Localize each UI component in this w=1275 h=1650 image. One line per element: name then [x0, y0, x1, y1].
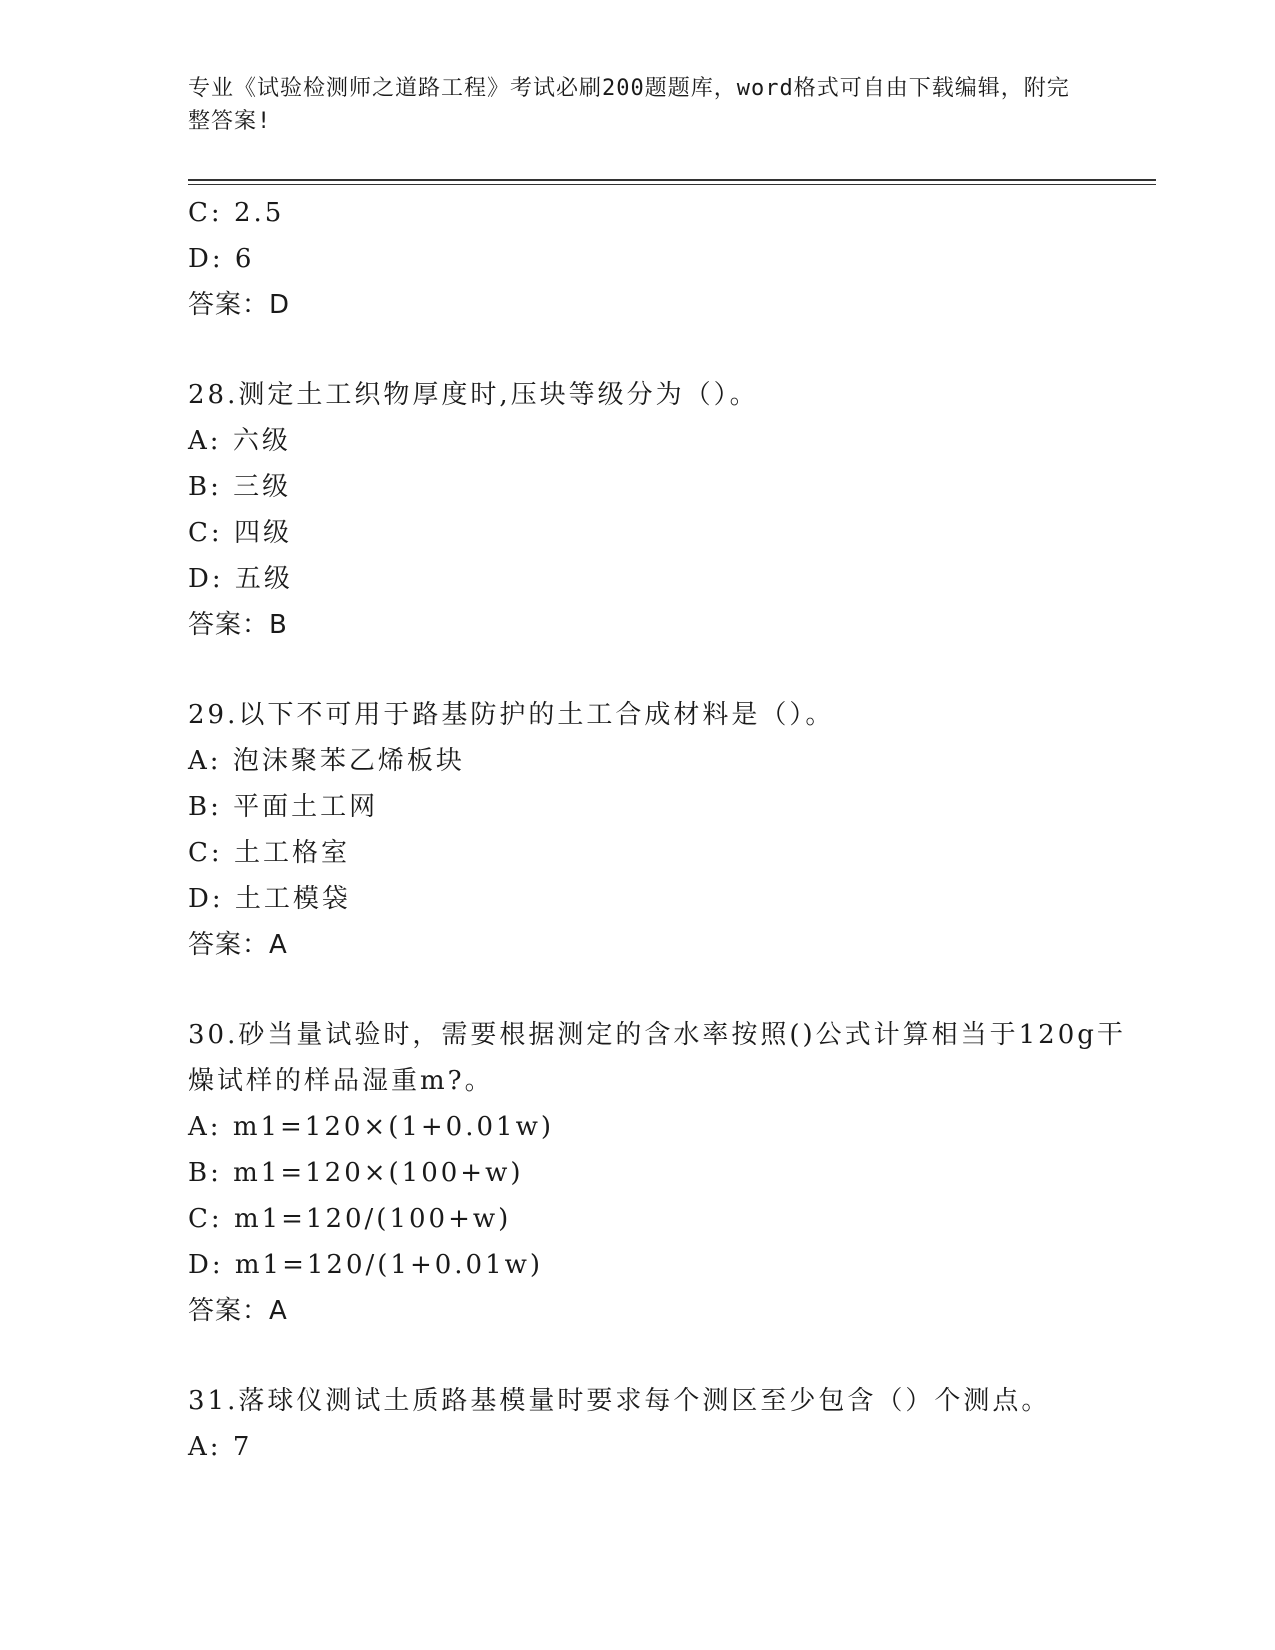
- option-line: [188, 556, 1148, 602]
- option-separator: :: [210, 518, 234, 548]
- option-text: 五级: [234, 564, 293, 594]
- option-separator: :: [211, 884, 235, 914]
- question-text: 29.以下不可用于路基防护的土工合成材料是（）。: [188, 700, 835, 730]
- option-text: m1=120×(1+0.01w): [232, 1112, 554, 1142]
- option-letter: C: [188, 1204, 211, 1234]
- option-text: 平面土工网: [233, 792, 379, 822]
- option-separator: :: [210, 1204, 234, 1234]
- option-letter: D: [188, 884, 212, 914]
- option-letter: A: [188, 1112, 210, 1142]
- option-letter: D: [188, 1250, 212, 1280]
- option-letter: B: [188, 472, 211, 502]
- spacer: [188, 1334, 1148, 1378]
- option-text: m1=120/(100+w): [233, 1204, 512, 1234]
- question-text: 30.砂当量试验时，需要根据测定的含水率按照()公式计算相当于120g干燥试样的样品湿重m?。: [188, 1020, 1126, 1096]
- option-line: [188, 1150, 1148, 1196]
- option-line: [188, 830, 1148, 876]
- header-divider: [188, 179, 1156, 181]
- question-list: [188, 190, 1148, 1470]
- question-text: 28.测定土工织物厚度时,压块等级分为（）。: [188, 380, 759, 410]
- option-text: m1=120×(100+w): [233, 1158, 524, 1188]
- option-line: [188, 1242, 1148, 1288]
- option-separator: :: [210, 472, 234, 502]
- option-separator: :: [209, 746, 233, 776]
- header-divider-thin: [188, 184, 1156, 185]
- option-separator: :: [210, 838, 234, 868]
- option-text: 土工格室: [233, 838, 350, 868]
- option-line: [188, 738, 1148, 784]
- spacer: [188, 968, 1148, 1012]
- answer-line: 答案：A: [188, 1296, 288, 1326]
- option-text: m1=120/(1+0.01w): [234, 1250, 544, 1280]
- option-letter: A: [188, 426, 210, 456]
- answer-line: 答案：A: [188, 930, 288, 960]
- option-separator: :: [210, 198, 234, 228]
- option-letter: A: [188, 746, 210, 776]
- option-text: 2.5: [233, 198, 285, 228]
- page-header-title: 专业《试验检测师之道路工程》考试必刷200题题库，word格式可自由下载编辑，附完整答案!: [188, 76, 1070, 134]
- spacer: [188, 648, 1148, 692]
- option-letter: B: [188, 792, 211, 822]
- option-letter: D: [188, 244, 212, 274]
- option-separator: :: [209, 1112, 233, 1142]
- option-text: 六级: [232, 426, 291, 456]
- answer-line: 答案：B: [188, 610, 288, 640]
- option-separator: :: [209, 426, 233, 456]
- option-line: [188, 418, 1148, 464]
- option-line: [188, 236, 1148, 282]
- option-line: [188, 1196, 1148, 1242]
- option-line: [188, 1104, 1148, 1150]
- option-separator: :: [211, 244, 235, 274]
- option-line: [188, 510, 1148, 556]
- option-letter: C: [188, 838, 211, 868]
- option-letter: B: [188, 1158, 211, 1188]
- option-letter: D: [188, 564, 212, 594]
- option-separator: :: [211, 564, 235, 594]
- question-text: 31.落球仪测试土质路基模量时要求每个测区至少包含（）个测点。: [188, 1386, 1051, 1416]
- option-separator: :: [210, 1158, 234, 1188]
- option-line: [188, 464, 1148, 510]
- option-text: 四级: [233, 518, 292, 548]
- option-line: [188, 784, 1148, 830]
- spacer: [188, 328, 1148, 372]
- option-separator: :: [209, 1432, 233, 1462]
- option-text: 7: [232, 1432, 253, 1462]
- option-text: 土工模袋: [234, 884, 351, 914]
- option-letter: C: [188, 198, 211, 228]
- option-line: [188, 876, 1148, 922]
- option-text: 6: [234, 244, 255, 274]
- option-line: [188, 190, 1148, 236]
- option-separator: :: [211, 1250, 235, 1280]
- option-letter: C: [188, 518, 211, 548]
- option-text: 泡沫聚苯乙烯板块: [232, 746, 465, 776]
- option-separator: :: [210, 792, 234, 822]
- option-line: [188, 1424, 1148, 1470]
- option-text: 三级: [233, 472, 292, 502]
- answer-line: 答案：D: [188, 290, 291, 320]
- option-letter: A: [188, 1432, 210, 1462]
